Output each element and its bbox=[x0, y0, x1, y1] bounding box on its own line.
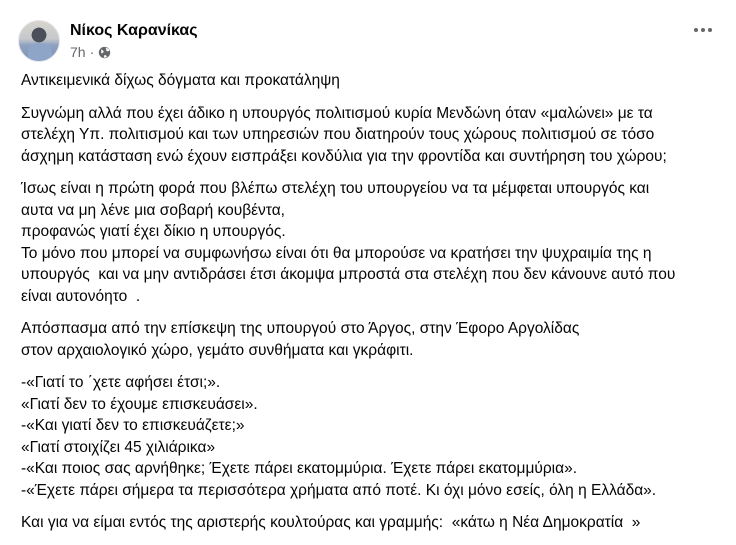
text-line: -«Και γιατί δεν το επισκευάζετε;» bbox=[21, 417, 245, 434]
text-line: Αντικειμενικά δίχως δόγματα και προκατάληψη bbox=[21, 72, 340, 89]
post-paragraph bbox=[21, 512, 721, 534]
post-paragraph bbox=[21, 178, 721, 307]
text-line: Απόσπασμα από την επίσκεψη της υπουργού στο Άργος, στην Έφορο Αργολίδας bbox=[21, 320, 580, 337]
text-line: Το μόνο που μπορεί να συμφωνήσω είναι ότι θα μπορούσε να κρατήσει την ψυχραιμία της η bbox=[21, 244, 652, 262]
globe-icon[interactable] bbox=[98, 46, 111, 59]
avatar[interactable] bbox=[18, 20, 60, 62]
text-line: άσχημη κατάσταση ενώ έχουν εισπράξει κονδύλια για την φροντίδα και συντήρηση του χώρου; bbox=[21, 147, 667, 165]
text-line: Συγνώμη αλλά που έχει άδικο η υπουργός πολιτισμού κυρία Μενδώνη όταν «μαλώνει» με τα bbox=[21, 104, 653, 122]
more-options-button[interactable] bbox=[694, 28, 712, 32]
post-header bbox=[18, 18, 198, 64]
text-line: αυτα να μη λένε μια σοβαρή κουβέντα, bbox=[21, 201, 285, 219]
post-meta bbox=[70, 21, 198, 61]
text-line: προφανώς γιατί έχει δίκιο η υπουργός. bbox=[21, 223, 286, 240]
text-line: υπουργός και να μην αντιδράσει έτσι άκομψα μπροστά στα στελέχη που δεν κάνουνε αυτό που bbox=[21, 266, 676, 283]
text-line: Και για να είμαι εντός της αριστερής κουλτούρας και γραμμής: «κάτω η Νέα Δημοκρατία » bbox=[21, 514, 641, 531]
text-line: -«Και ποιος σας αρνήθηκε; Έχετε πάρει εκατομμύρια. Έχετε πάρει εκατομμύρια». bbox=[21, 460, 578, 477]
post-body bbox=[21, 70, 721, 545]
text-line: -«Γιατί το ΄χετε αφήσει έτσι;». bbox=[21, 374, 221, 391]
post-subtitle bbox=[70, 43, 198, 61]
post-paragraph bbox=[21, 318, 721, 361]
post-time[interactable]: 7h bbox=[70, 44, 86, 60]
post-paragraph-dialogue bbox=[21, 372, 721, 501]
text-line: στελέχη Υπ. πολιτισμού και των υπηρεσιών που διατηρούν τους χώρους πολιτισμού σε τόσο bbox=[21, 126, 655, 143]
text-line: είναι αυτονόητο . bbox=[21, 287, 141, 305]
text-line: «Γιατί στοιχίζει 45 χιλιάρικα» bbox=[21, 438, 216, 456]
post-paragraph-title bbox=[21, 70, 721, 92]
post-paragraph bbox=[21, 103, 721, 168]
more-dot bbox=[708, 28, 712, 32]
separator: · bbox=[89, 44, 95, 60]
more-dot bbox=[701, 28, 705, 32]
text-line: στον αρχαιολογικό χώρο, γεμάτο συνθήματα και γκράφιτι. bbox=[21, 341, 414, 359]
text-line: «Γιατί δεν το έχουμε επισκευάσει». bbox=[21, 395, 258, 413]
text-line: -«Έχετε πάρει σήμερα τα περισσότερα χρήματα από ποτέ. Κι όχι μόνο εσείς, όλη η Ελλάδα». bbox=[21, 481, 657, 499]
more-horizontal-icon bbox=[694, 28, 698, 32]
author-name[interactable]: Νίκος Καρανίκας bbox=[70, 22, 198, 39]
text-line: Ίσως είναι η πρώτη φορά που βλέπω στελέχη του υπουργείου να τα μέμφεται υπουργός και bbox=[21, 180, 650, 197]
